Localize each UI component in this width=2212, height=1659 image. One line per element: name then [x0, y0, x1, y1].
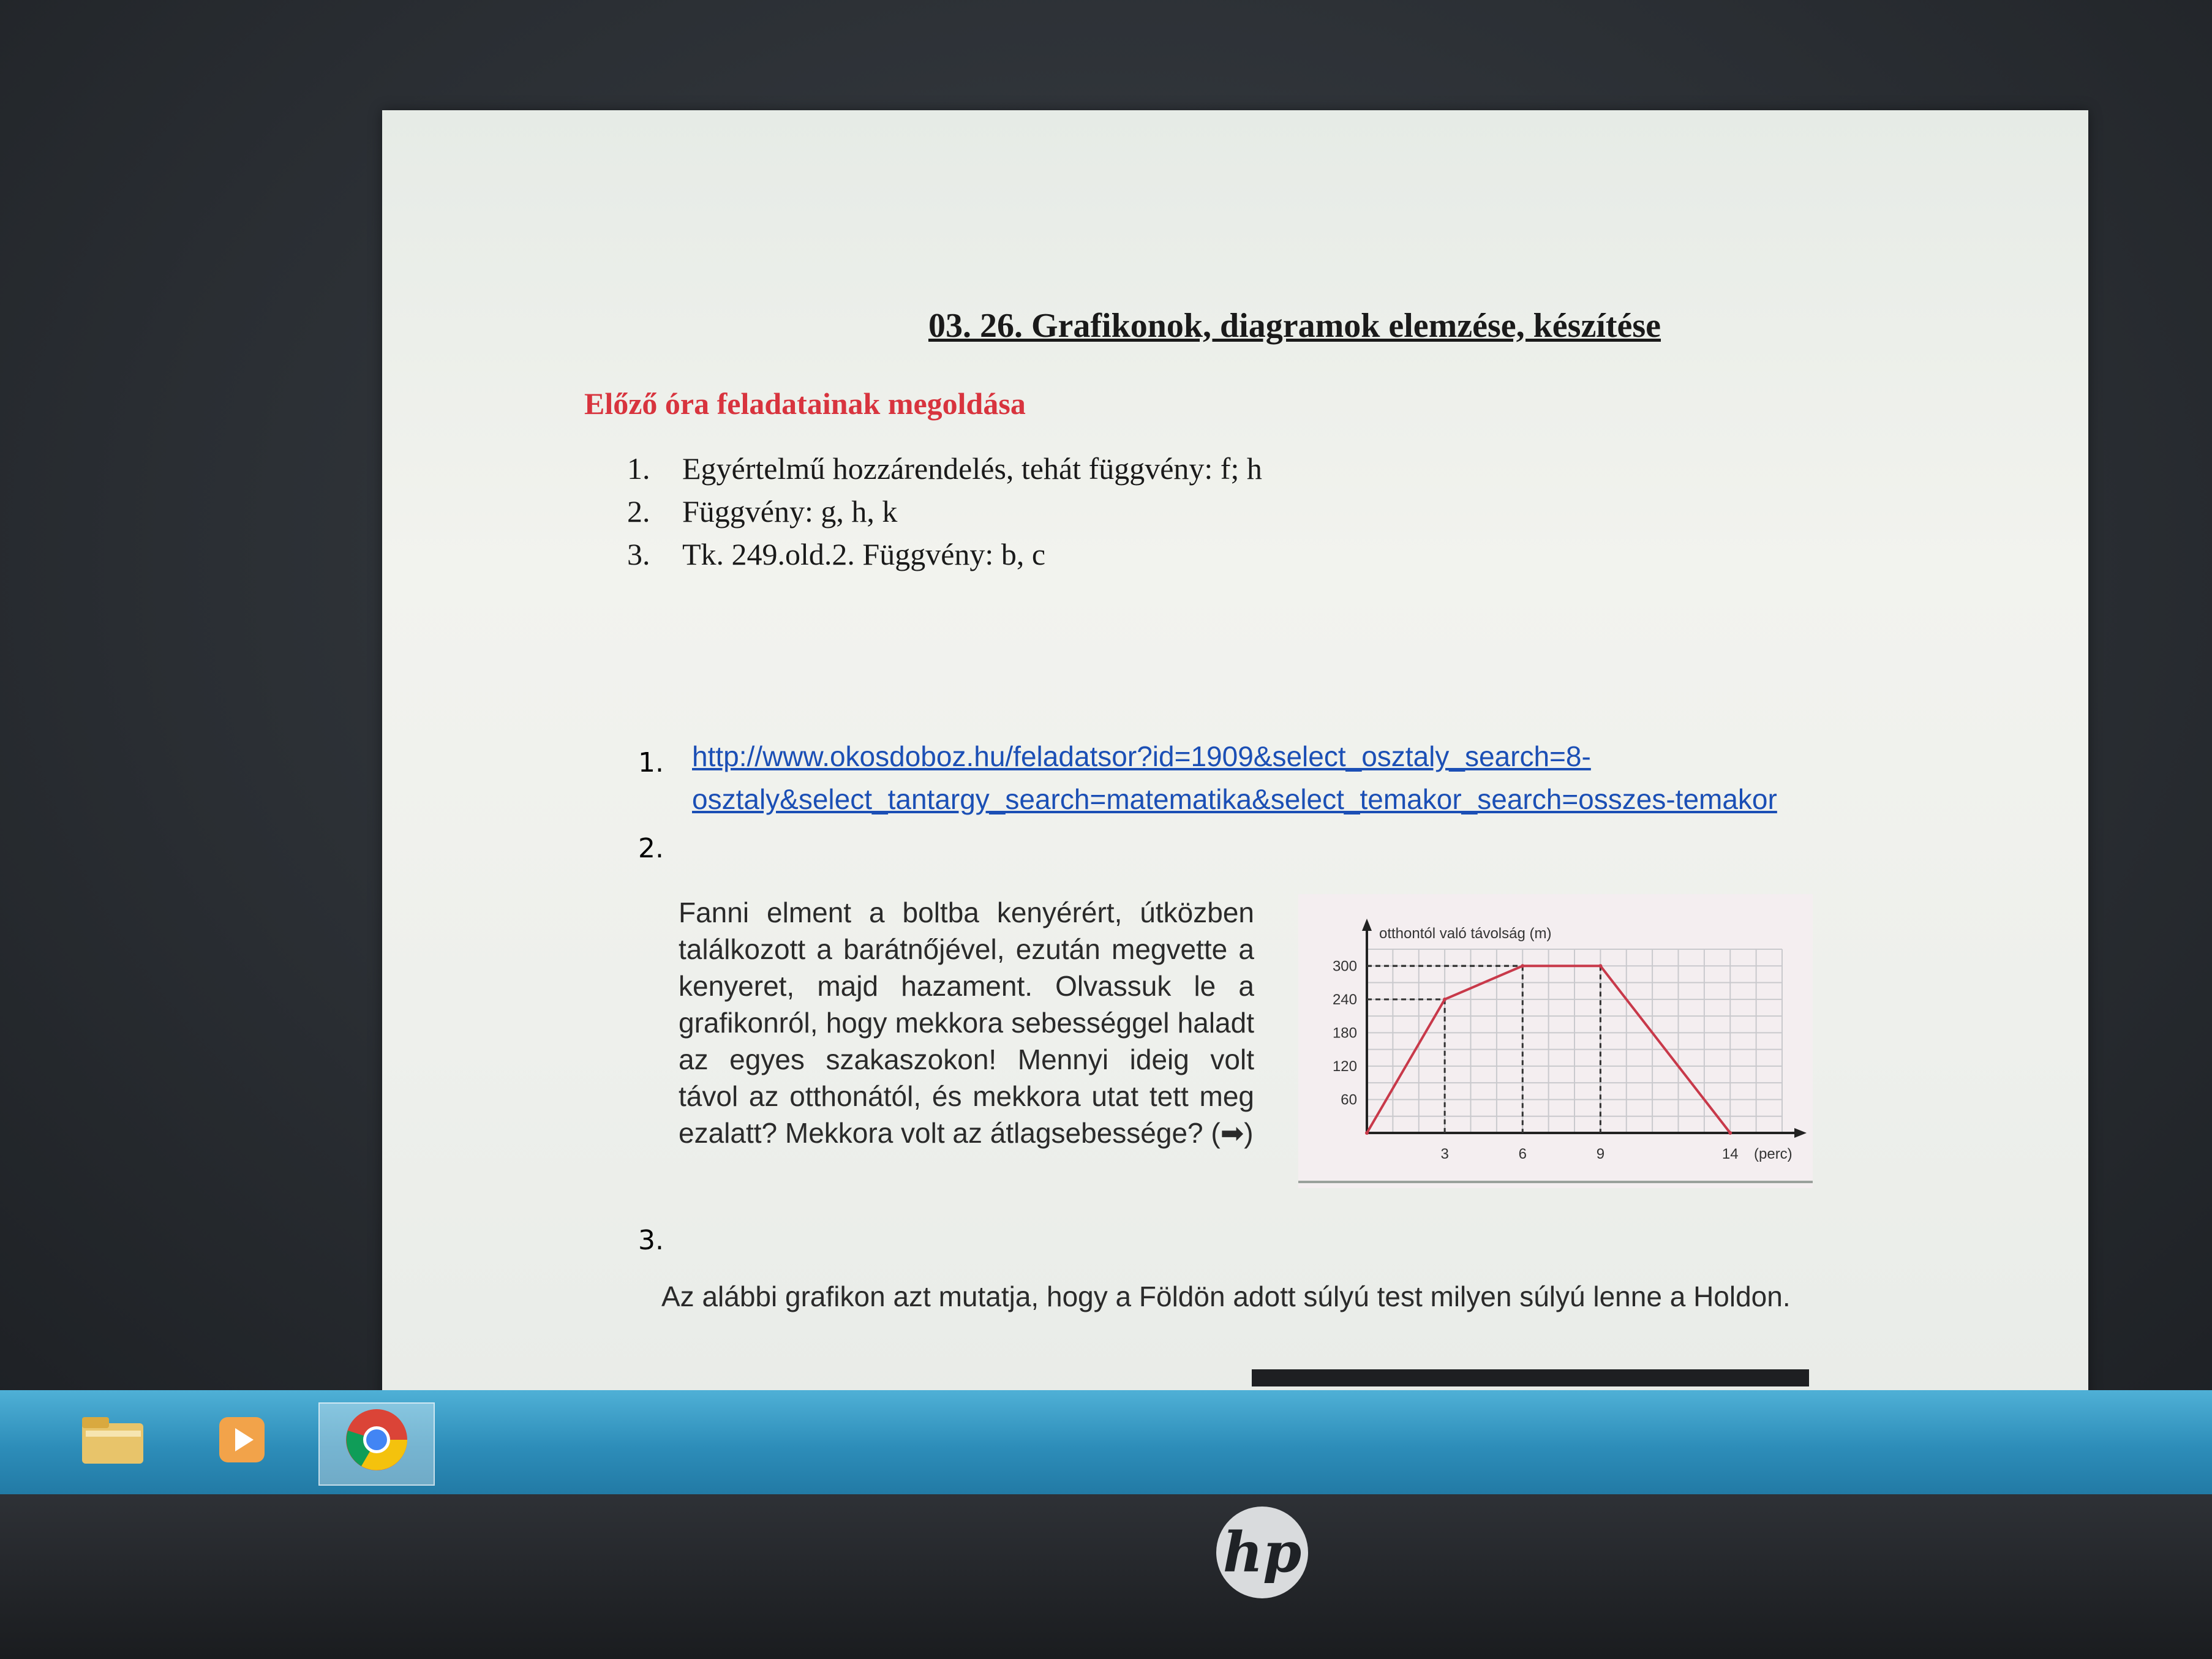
data-point: [1728, 1131, 1732, 1135]
list-number: 3.: [627, 537, 650, 571]
x-tick-label: 3: [1440, 1146, 1449, 1162]
x-tick-label: 9: [1596, 1146, 1605, 1162]
problem-3-text: Az alábbi grafikon azt mutatja, hogy a Földön adott súlyú test milyen súlyú lenne a Holdon.: [661, 1281, 1791, 1312]
distance-time-chart: [1298, 894, 1813, 1188]
y-tick-label: 180: [1332, 1025, 1357, 1042]
task-number-3: 3.: [638, 1225, 664, 1256]
list-text: Egyértelmű hozzárendelés, tehát függvény: f; h: [682, 451, 1262, 486]
task-link[interactable]: http://www.okosdoboz.hu/feladatsor?id=1909&select_osztaly_search=8-osztaly&select_tantargy_search=matematika&select_temakor_search=osszes-temakor: [692, 740, 1777, 815]
hp-logo: hp: [1216, 1507, 1308, 1598]
y-tick-label: 120: [1332, 1058, 1357, 1075]
data-point: [1598, 964, 1602, 968]
document-page: [382, 110, 2088, 1409]
chart-svg: [1298, 894, 1813, 1188]
folder-icon: [80, 1412, 147, 1477]
task-number-2: 2.: [638, 833, 664, 864]
y-tick-label: 300: [1332, 958, 1357, 975]
data-point: [1365, 1131, 1369, 1135]
data-point: [1443, 998, 1446, 1001]
list-text: Tk. 249.old.2. Függvény: b, c: [682, 537, 1046, 571]
y-tick-label: 240: [1332, 991, 1357, 1008]
file-explorer-button[interactable]: [55, 1402, 171, 1486]
page-title: 03. 26. Grafikonok, diagramok elemzése, készítése: [928, 307, 1661, 345]
laptop-bezel: [0, 1494, 2212, 1659]
x-axis-label: (perc): [1754, 1146, 1793, 1162]
chrome-icon: [343, 1406, 410, 1483]
list-number: 1.: [627, 451, 650, 486]
x-tick-label: 6: [1518, 1146, 1527, 1162]
list-item: [627, 447, 1262, 490]
answers-list: [627, 447, 1262, 576]
media-player-button[interactable]: [184, 1402, 300, 1486]
list-item: [627, 533, 1262, 576]
list-item: [627, 490, 1262, 533]
media-player-icon: [214, 1412, 269, 1477]
chart-background: [1298, 894, 1813, 1188]
next-graph-top: [1252, 1369, 1809, 1386]
chrome-button[interactable]: [318, 1402, 435, 1486]
task-number-1: 1.: [638, 747, 664, 778]
data-point: [1521, 964, 1524, 968]
y-axis-label: otthontól való távolság (m): [1379, 925, 1552, 942]
problem-2-text: Fanni elment a boltba kenyérért, útközben találkozott a barátnőjével, ezután megvette a kenyeret, majd hazament. Olvassuk le a grafikonról, hogy mekkora sebességgel haladt az egyes szakaszokon! Mennyi ideig volt távol az otthonától, és mekkora utat tett meg ezalatt? Mekkora volt az átlagsebessége? (➡): [679, 897, 1254, 1149]
list-text: Függvény: g, h, k: [682, 494, 898, 529]
y-tick-label: 60: [1341, 1091, 1357, 1108]
list-number: 2.: [627, 494, 650, 529]
x-tick-label: 14: [1721, 1146, 1739, 1162]
section-heading: Előző óra feladatainak megoldása: [584, 386, 1026, 421]
